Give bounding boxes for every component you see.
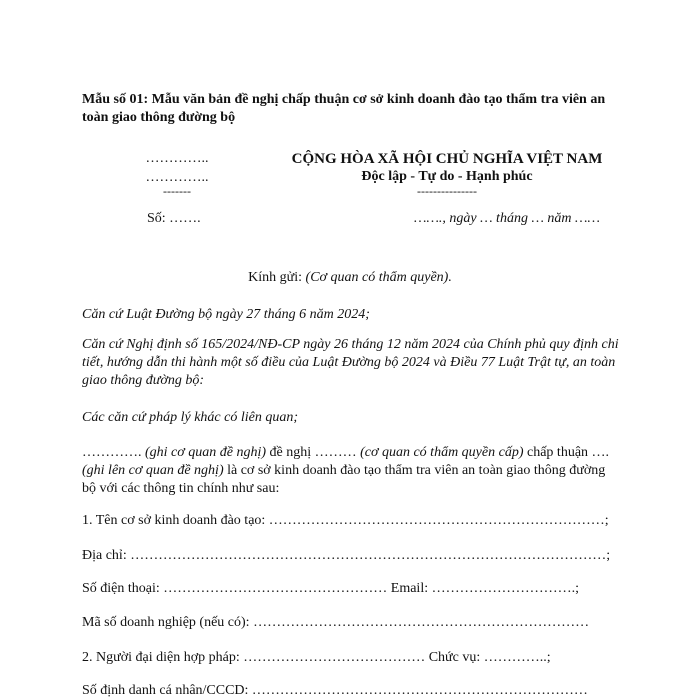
nation-title: CỘNG HÒA XÃ HỘI CHỦ NGHĨA VIỆT NAM (291, 151, 603, 167)
document-date: ……., ngày … tháng … năm …… (414, 211, 600, 226)
nation-motto: Độc lập - Tự do - Hạnh phúc (361, 169, 533, 184)
field-legal-representative: 2. Người đại diện hợp pháp: ………………………………… Chức vụ: …………..; (82, 650, 551, 665)
request-text-3: đề nghị ……… (266, 445, 361, 460)
document-number: Số: ……. (147, 211, 201, 226)
request-text-7: là cơ sở kinh doanh đào tạo thẩm tra viên an toàn giao thông đường bộ với các thông tin chính như sau: (82, 463, 606, 496)
legal-basis-1: Căn cứ Luật Đường bộ ngày 27 tháng 6 năm 2024; (82, 307, 370, 322)
request-text-2: (ghi cơ quan đề nghị) (145, 445, 267, 460)
field-personal-id: Số định danh cá nhân/CCCD: ……………………………………………………………… (82, 683, 588, 698)
agency-rule: ------- (163, 184, 191, 198)
legal-basis-2: Căn cứ Nghị định số 165/2024/NĐ-CP ngày 26 tháng 12 năm 2024 của Chính phủ quy định chi tiết, hướng dẫn thi hành một số điều của Luật Đường bộ 2024 và Điều 77 Luật Trật tự, an toàn giao thông đường bộ: (82, 337, 619, 388)
field-phone-email: Số điện thoại: ………………………………………… Email: ………………………….; (82, 581, 579, 596)
request-text-1: …………. (82, 445, 145, 460)
agency-line-2: ………….. (145, 170, 209, 185)
field-address: Địa chỉ: …………………………………………………………………………………………; (82, 548, 611, 563)
addressee-value: (Cơ quan có thẩm quyền). (305, 270, 452, 285)
field-training-facility-name: 1. Tên cơ sở kinh doanh đào tạo: ………………………………………………………………; (82, 513, 609, 528)
request-paragraph (82, 444, 622, 498)
addressee (0, 270, 700, 286)
field-business-code: Mã số doanh nghiệp (nếu có): ……………………………………………………………… (82, 615, 590, 630)
request-text-5: chấp thuận …. (523, 445, 610, 460)
request-text-4: (cơ quan có thẩm quyền cấp) (360, 445, 524, 460)
legal-basis-3: Các căn cứ pháp lý khác có liên quan; (82, 410, 299, 425)
form-title: Mẫu số 01: Mẫu văn bản đề nghị chấp thuận cơ sở kinh doanh đào tạo thẩm tra viên an toàn giao thông đường bộ (82, 92, 606, 125)
motto-rule: --------------- (417, 184, 477, 198)
addressee-label: Kính gửi: (248, 270, 306, 285)
agency-line-1: ………….. (145, 151, 209, 166)
request-text-6: (ghi lên cơ quan đề nghị) (82, 463, 224, 478)
